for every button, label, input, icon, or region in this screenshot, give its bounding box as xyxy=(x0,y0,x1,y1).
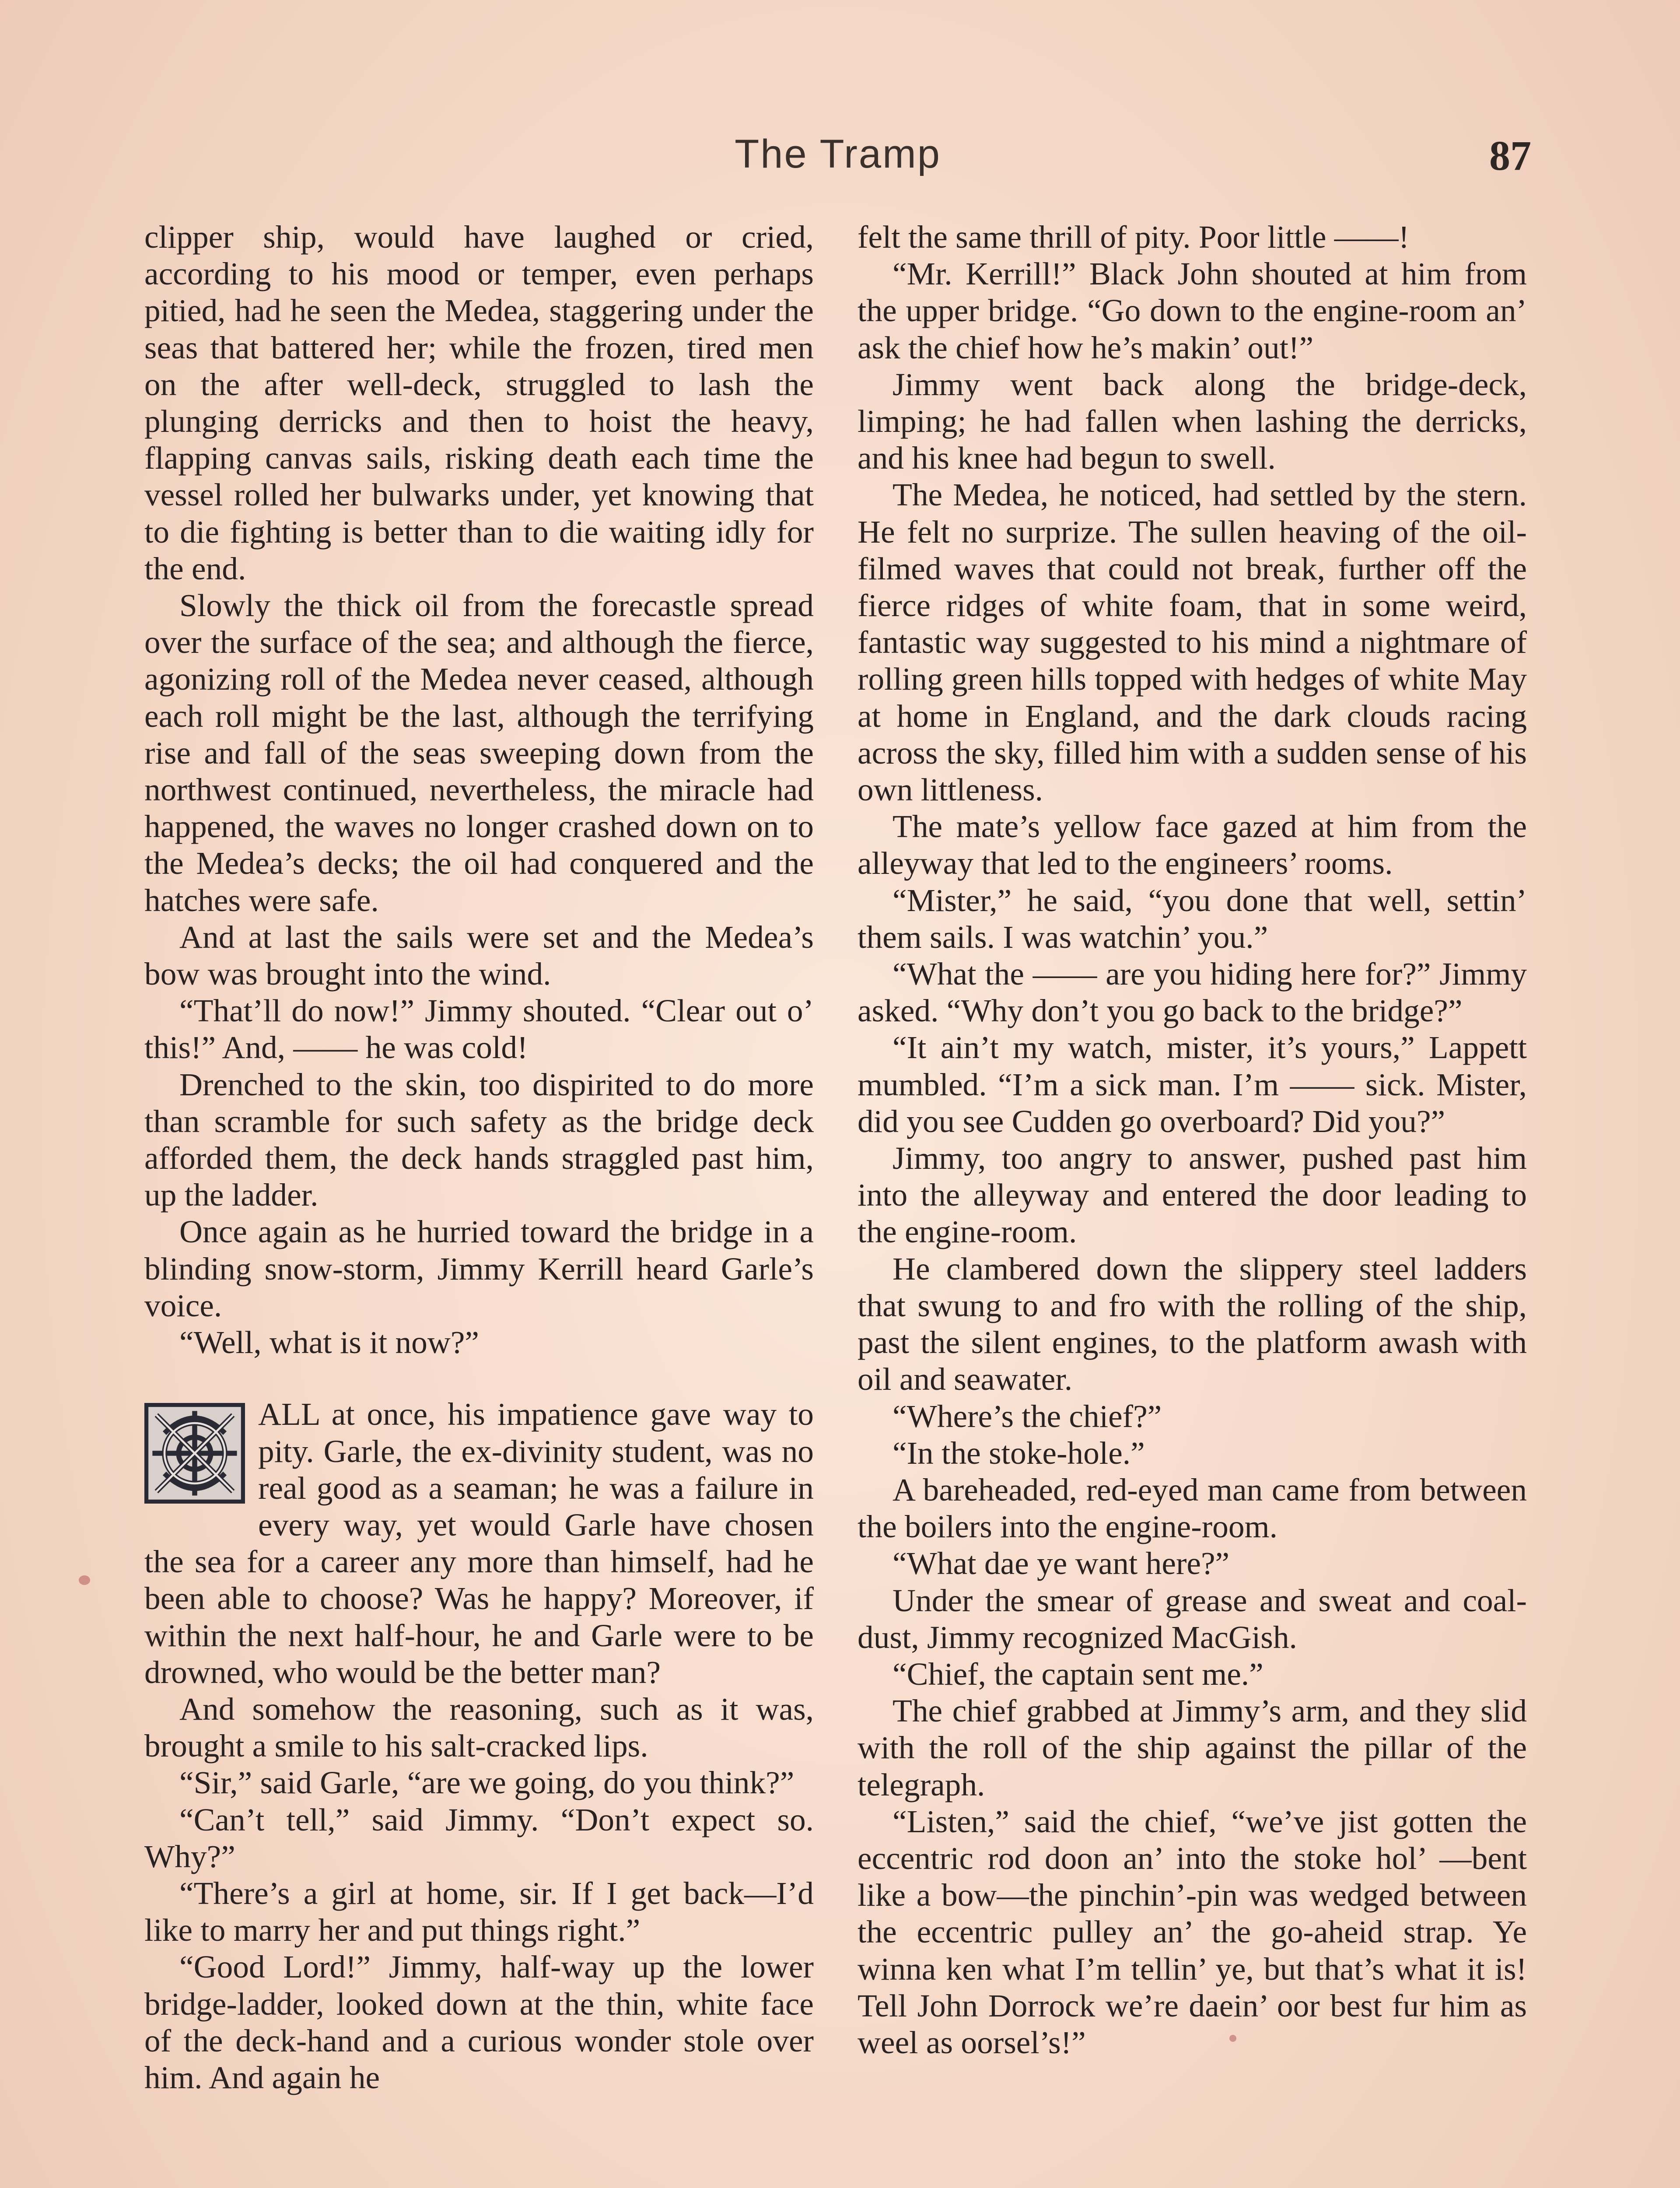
page-header xyxy=(144,131,1531,188)
paragraph: The chief grabbed at Jimmy’s arm, and they slid with the roll of the ship against the pillar of the telegraph. xyxy=(858,1693,1527,1802)
paragraph: Jimmy went back along the bridge-deck, limping; he had fallen when lashing the derricks, and his knee had begun to swell. xyxy=(858,366,1527,476)
paragraph: A bareheaded, red-eyed man came from between the boilers into the engine-room. xyxy=(858,1472,1527,1545)
paragraph: And at last the sails were set and the Medea’s bow was brought into the wind. xyxy=(144,919,814,992)
paragraph: The mate’s yellow face gazed at him from the alleyway that led to the engineers’ rooms. xyxy=(858,809,1527,881)
paragraph: felt the same thrill of pity. Poor little ——! xyxy=(858,219,1410,255)
paragraph: “What the —— are you hiding here for?” Jimmy asked. “Why don’t you go back to the bridge?” xyxy=(858,956,1527,1029)
paragraph: “In the stoke-hole.” xyxy=(892,1435,1145,1471)
paragraph: “Well, what is it now?” xyxy=(179,1325,479,1360)
paragraph: “Good Lord!” Jimmy, half-way up the lower bridge-ladder, looked down at the thin, white face of the deck-hand and a curious wonder stole over him. And again he xyxy=(144,1949,814,2095)
left-column xyxy=(144,219,814,2188)
paragraph: And somehow the reasoning, such as it was, brought a smile to his salt-cracked lips. xyxy=(144,1691,814,1764)
paragraph: “Can’t tell,” said Jimmy. “Don’t expect so. Why?” xyxy=(144,1802,814,1874)
running-title: The Tramp xyxy=(735,132,941,176)
page-number: 87 xyxy=(1489,132,1531,179)
paragraph: ALL at once, his impatience gave way to pity. Garle, the ex-divinity student, was no real good as a seaman; he was a failure in every way, yet would Garle have chosen the sea for a career any more than himself, had he been able to choose? Was he happy? Moreover, if within the next half-hour, he and Garle were to be drowned, who would be the better man? xyxy=(144,1396,814,1690)
paragraph: “Mr. Kerrill!” Black John shouted at him from the upper bridge. “Go down to the engine-room an’ ask the chief how he’s makin’ out!” xyxy=(858,256,1527,365)
paragraph: “Listen,” said the chief, “we’ve jist gotten the eccentric rod doon an’ into the stoke hol’ —bent like a bow—the pinchin’-pin was wedged between the eccentric pulley an’ the go-aheid strap. Ye winna ken what I’m tellin’ ye, but that’s what it is! Tell John Dorrock we’re daein’ oor best fur him as weel as oorsel’s!” xyxy=(858,1803,1527,2060)
paragraph: He clambered down the slippery steel ladders that swung to and fro with the rolling of the ship, past the silent engines, to the platform awash with oil and seawater. xyxy=(858,1251,1527,1397)
paragraph: Drenched to the skin, too dispirited to do more than scramble for such safety as the bridge deck afforded them, the deck hands straggled past him, up the ladder. xyxy=(144,1066,814,1213)
section-break xyxy=(144,1361,814,1396)
paragraph: Slowly the thick oil from the forecastle spread over the surface of the sea; and although the fierce, agonizing roll of the Medea never ceased, although each roll might be the last, although the terrifying rise and fall of the seas sweeping down from the northwest continued, nevertheless, the miracle had happened, the waves no longer crashed down on to the Medea’s decks; the oil had conquered and the hatches were safe. xyxy=(144,588,814,918)
right-column xyxy=(858,219,1527,2188)
paragraph: “Chief, the captain sent me.” xyxy=(892,1656,1264,1692)
paragraph: “Where’s the chief?” xyxy=(892,1398,1162,1434)
paragraph: The Medea, he noticed, had settled by the stern. He felt no surprize. The sullen heaving of the oil-filmed waves that could not break, further off the fierce ridges of white foam, that in some weird, fantastic way suggested to his mind a nightmare of rolling green hills topped with hedges of white May at home in England, and the dark clouds racing across the sky, filled him with a sudden sense of his own littleness. xyxy=(858,477,1527,808)
paragraph: Jimmy, too angry to answer, pushed past him into the alleyway and entered the door leading to the engine-room. xyxy=(858,1140,1527,1250)
paragraph: “It ain’t my watch, mister, it’s yours,” Lappett mumbled. “I’m a sick man. I’m —— sick. Mister, did you see Cudden go overboard? Did you?” xyxy=(858,1030,1527,1139)
paragraph: Under the smear of grease and sweat and coal-dust, Jimmy recognized MacGish. xyxy=(858,1582,1527,1655)
celtic-knot-ornament-icon xyxy=(144,1403,245,1504)
paragraph: “There’s a girl at home, sir. If I get back—I’d like to marry her and put things right.” xyxy=(144,1875,814,1948)
paragraph: “Sir,” said Garle, “are we going, do you think?” xyxy=(179,1765,794,1801)
paragraph: “What dae ye want here?” xyxy=(892,1546,1230,1581)
paragraph: clipper ship, would have laughed or cried, according to his mood or temper, even perhaps pitied, had he seen the Medea, staggering under the seas that battered her; while the frozen, tired men on the after well-deck, struggled to lash the plunging derricks and then to hoist the heavy, flapping canvas sails, risking death each time the vessel rolled her bulwarks under, yet knowing that to die fighting is better than to die waiting idly for the end. xyxy=(144,219,814,586)
ink-blemish xyxy=(79,1575,90,1585)
paragraph: Once again as he hurried toward the bridge in a blinding snow-storm, Jimmy Kerrill heard Garle’s voice. xyxy=(144,1214,814,1323)
ink-blemish xyxy=(1229,2035,1236,2042)
paragraph: “That’ll do now!” Jimmy shouted. “Clear out o’ this!” And, —— he was cold! xyxy=(144,993,814,1066)
paragraph: “Mister,” he said, “you done that well, settin’ them sails. I was watchin’ you.” xyxy=(858,882,1527,955)
